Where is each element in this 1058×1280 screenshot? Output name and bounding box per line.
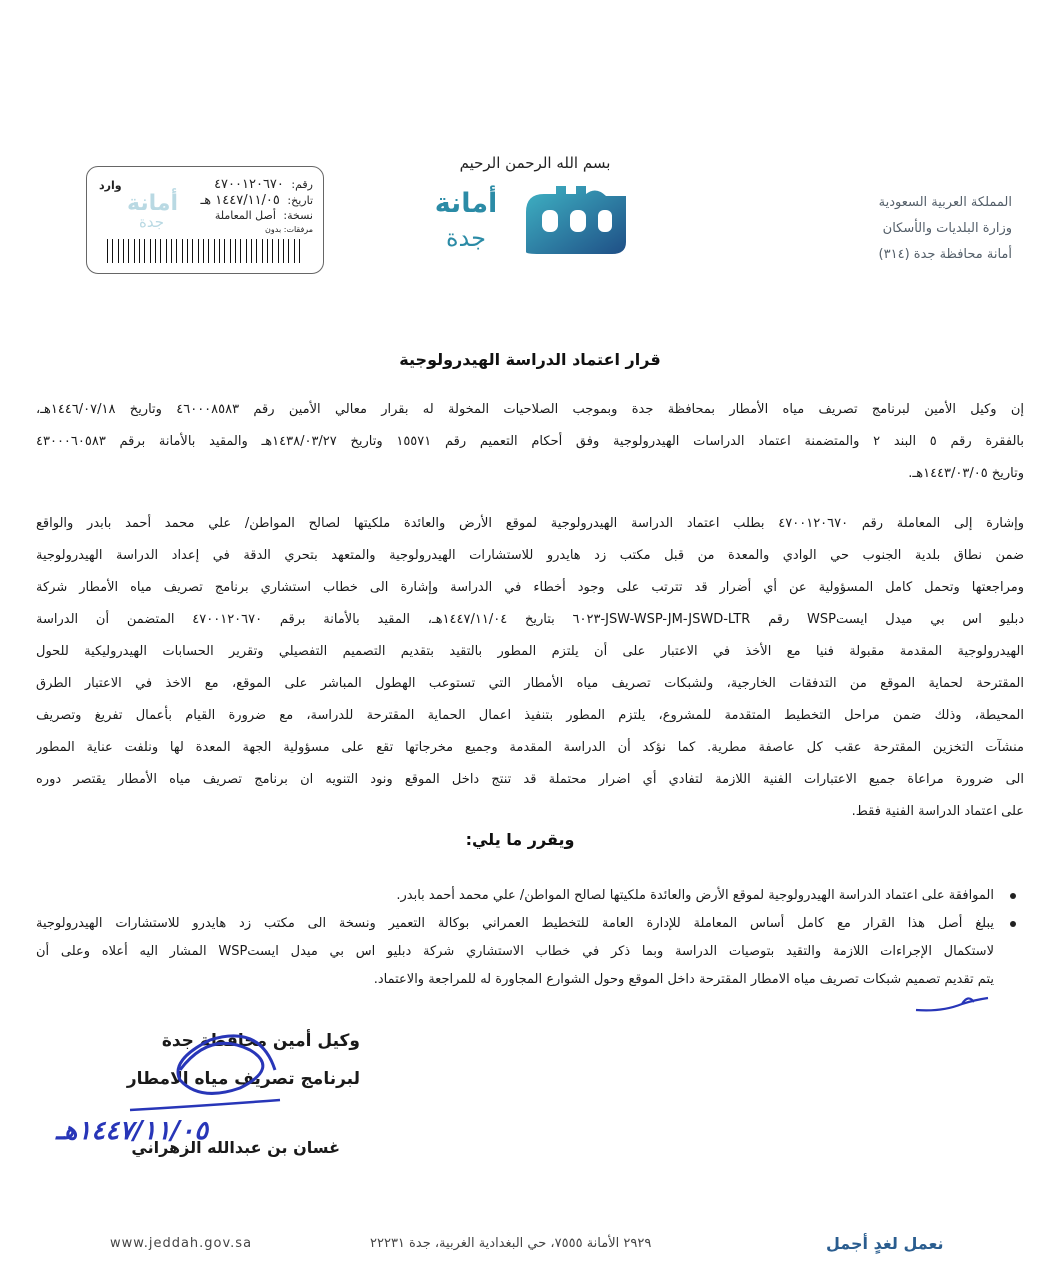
list-item xyxy=(36,910,1024,994)
kingdom-name: المملكة العربية السعودية xyxy=(878,195,1012,210)
barcode-bar xyxy=(187,239,188,263)
bullet-icon xyxy=(1010,921,1016,927)
barcode-bar xyxy=(160,239,161,263)
body-paragraph xyxy=(36,508,1024,828)
signature-date: ١٤٤٧/١١/٠٥هـ xyxy=(56,1116,209,1146)
barcode-bar xyxy=(262,239,263,263)
barcode-bar xyxy=(155,239,156,263)
jeddah-logo xyxy=(420,182,650,272)
text-line: وإشارة إلى المعاملة رقم ٤٧٠٠١٢٠٦٧٠ بطلب اعتماد الدراسة الهيدرولوجية لموقع الأرض والعائدة ملكيتها لصالح المواطن/ علي محمد أحمد بابدر والواقع xyxy=(36,516,1024,531)
barcode-bar xyxy=(123,239,124,263)
barcode-bar xyxy=(278,239,279,263)
barcode-bar xyxy=(203,239,204,263)
letterhead-block xyxy=(682,190,1012,268)
stamp-type: وارد xyxy=(99,179,122,192)
stamp-number-row xyxy=(214,177,313,192)
footer-website: www.jeddah.gov.sa xyxy=(110,1236,253,1251)
text-line: الى ضرورة مراعاة جميع الاعتبارات الفنية اللازمة لتفادي أي اضرار محتملة قد تنتج داخل الموقع ونود التنويه ان برنامج تصريف مياه الأمطار يقتصر دوره xyxy=(36,772,1024,787)
stamp-date-label: تاريخ: xyxy=(287,194,313,207)
resolution-list xyxy=(36,882,1024,994)
barcode-bar xyxy=(171,239,172,263)
list-item xyxy=(36,882,1024,910)
text-line: وتاريخ ١٤٤٣/٠٣/٠٥هـ. xyxy=(908,466,1024,481)
barcode-bar xyxy=(246,239,247,263)
barcode-bar xyxy=(118,239,119,263)
barcode-bar xyxy=(299,239,300,263)
incoming-stamp xyxy=(86,166,324,274)
barcode-bar xyxy=(150,239,151,263)
resolves-heading: ويقرر ما يلي: xyxy=(465,830,575,849)
barcode-bar xyxy=(166,239,167,263)
barcode-bar xyxy=(294,239,295,263)
barcode-bar xyxy=(283,239,284,263)
ministry-name: وزارة البلديات والأسكان xyxy=(882,221,1012,236)
text-line: بالفقرة رقم ٥ البند ٢ والمتضمنة اعتماد الدراسات الهيدرولوجية وفق أحكام التعميم رقم ١٥٥٧١ وتاريخ ١٤٣٨/٠٣/٢٧هـ والمقيد بالأمانة برقم ٤٣٠٠٠٦٠٥٨٣ xyxy=(36,434,1024,449)
logo-text-amana: أمانة xyxy=(434,188,498,219)
text-line: المقترحة لحماية الموقع من التدفقات الخارجية، ولشبكات تصريف مياه الأمطار التي تستوعب الهطول المباشر على الموقع، مع الاخذ في الاعتبار الطرق xyxy=(36,676,1024,691)
stamp-attachments-row xyxy=(265,225,313,234)
basmala: بسم الله الرحمن الرحيم xyxy=(459,154,611,172)
barcode-bar xyxy=(192,239,193,263)
text-line: دبليو اس بي ميدل ايستWSP رقم JSW-WSP-JM-JSWD-LTR-٦٠٢٣ بتاريخ ١٤٤٧/١١/٠٤هـ، المقيد بالأمانة برقم ٤٧٠٠١٢٠٦٧٠ المتضمن أن الدراسة xyxy=(36,612,1024,627)
barcode-bar xyxy=(208,239,209,263)
barcode-bar xyxy=(219,239,220,263)
barcode-bar xyxy=(272,239,273,263)
text-line: ضمن نطاق بلدية الجنوب حي الوادي والمعدة من قبل مكتب زد هايدرو للاستشارات الهيدرولوجية والمتعهد بتحري الدقة في إعداد الدراسة الهيدرولوجية xyxy=(36,548,1024,563)
footer-slogan: نعمل لغدٍ أجمل xyxy=(826,1234,944,1253)
text-line: يتم تقديم تصميم شبكات تصريف مياه الامطار المقترحة داخل الموقع وحول الشوارع المجاورة له للمراجعة والاعتماد. xyxy=(373,972,994,987)
stamp-date-value: ١٤٤٧/١١/٠٥ هـ xyxy=(200,193,280,208)
barcode-bar xyxy=(112,239,113,263)
logo-text-jeddah: جدة xyxy=(445,224,486,252)
text-line: المحيطة، وذلك ضمن مراحل التخطيط المتقدمة للمشروع، يلتزم المطور بتنفيذ اعمال الحماية المقترحة للدراسة، مع ضرورة القيام بأعمال تفريغ وتصريف xyxy=(36,708,1024,723)
barcode-bar xyxy=(240,239,241,263)
footer-address: ٢٩٢٩ الأمانة ٧٥٥٥، حي البغدادية الغربية، جدة ٢٢٢٣١ xyxy=(370,1236,652,1251)
municipality-name: أمانة محافظة جدة (٣١٤) xyxy=(878,247,1012,262)
handwritten-signature-icon xyxy=(60,1010,300,1120)
stamp-watermark-2: جدة xyxy=(139,213,165,231)
initials-signature-icon xyxy=(912,990,992,1016)
preamble-paragraph xyxy=(36,394,1024,490)
barcode-bar xyxy=(256,239,257,263)
stamp-number-value: ٤٧٠٠١٢٠٦٧٠ xyxy=(214,177,284,192)
barcode-bar xyxy=(134,239,135,263)
bullet-icon xyxy=(1010,893,1016,899)
barcode-bar xyxy=(144,239,145,263)
text-line: الهيدرولوجية المقدمة مقبولة فنيا مع الأخذ في الاعتبار على أن يلتزم المطور بالتقيد بتقديم التصميم التفصيلي وتقرير الحسابات الهيدروليكية للحول xyxy=(36,644,1024,659)
barcode-bar xyxy=(128,239,129,263)
barcode-bar xyxy=(214,239,215,263)
logo-mark-icon xyxy=(516,182,636,262)
barcode-bar xyxy=(288,239,289,263)
barcode-bar xyxy=(107,239,108,263)
signatory-name: غسان بن عبدالله الزهراني xyxy=(131,1138,340,1157)
stamp-attachments-label: مرفقات: xyxy=(283,225,313,234)
text-line: يبلغ أصل هذا القرار مع كامل أساس المعاملة للإدارة العامة للتخطيط العمراني بوكالة التعمير ونسخة الى مكتب زد هايدرو للاستشارات الهيدرولوجية xyxy=(36,916,994,931)
signatory-line-1: وكيل أمين محافظة جدة xyxy=(161,1031,360,1051)
stamp-attachments-value: بدون xyxy=(265,225,282,234)
text-line: الموافقة على اعتماد الدراسة الهيدرولوجية لموقع الأرض والعائدة ملكيتها لصالح المواطن/ علي محمد أحمد بابدر. xyxy=(396,888,994,903)
text-line: لاستكمال الإجراءات اللازمة والتقيد بتوصيات الدراسة وبما ذكر في خطاب الاستشاري شركة دبليو اس بي ميدل ايستWSP المشار اليه أعلاه وعلى أن xyxy=(36,944,994,959)
barcode-bar xyxy=(176,239,177,263)
text-line: ومراجعتها وتحمل كامل المسؤولية عن أي أضرار قد تترتب على وجود أخطاء في الدراسة وإشارة الى خطاب استشاري برنامج تصريف مياه الأمطار شركة xyxy=(36,580,1024,595)
barcode-bar xyxy=(251,239,252,263)
text-line: إن وكيل الأمين لبرنامج تصريف مياه الأمطار بمحافظة جدة وبموجب الصلاحيات المخولة له بقرار معالي الأمين رقم ٤٦٠٠٠٨٥٨٣ وتاريخ ١٤٤٦/٠٧/١٨هـ، xyxy=(36,402,1024,417)
document-title: قرار اعتماد الدراسة الهيدرولوجية xyxy=(399,350,661,369)
barcode-bar xyxy=(198,239,199,263)
text-line: منشآت التخزين المقترحة عقب كل عاصفة مطرية. كما نؤكد أن الدراسة المقدمة وجميع مخرجاتها تقع على مسؤولية الجهة المعدة لها ونلفت عناية المطور xyxy=(36,740,1024,755)
stamp-copy-row xyxy=(215,209,313,222)
barcode-bar xyxy=(224,239,225,263)
text-line: على اعتماد الدراسة الفنية فقط. xyxy=(851,804,1024,819)
stamp-watermark: أمانة xyxy=(127,191,179,216)
barcode-bar xyxy=(267,239,268,263)
barcode-bar xyxy=(182,239,183,263)
stamp-copy-label: نسخة: xyxy=(283,209,313,222)
stamp-date-row xyxy=(200,193,313,208)
barcode-bar xyxy=(230,239,231,263)
barcode-bar xyxy=(139,239,140,263)
barcode-bar xyxy=(235,239,236,263)
signatory-line-2: لبرنامج تصريف مياه الامطار xyxy=(126,1069,360,1089)
barcode-icon xyxy=(107,239,303,263)
stamp-copy-value: أصل المعاملة xyxy=(214,209,276,222)
stamp-number-label: رقم: xyxy=(291,178,313,191)
